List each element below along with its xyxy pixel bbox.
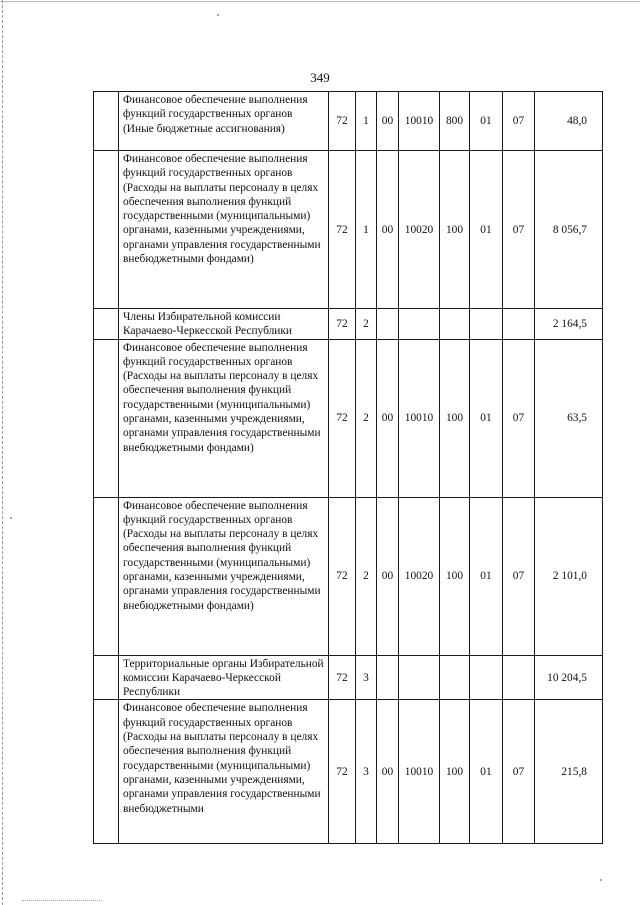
amount-cell: 2 164,5 [535, 309, 603, 340]
index-cell [94, 655, 119, 700]
section-cell: 01 [470, 497, 503, 655]
table-row [94, 309, 603, 340]
table-row [94, 92, 603, 151]
program-code-cell: 2 [356, 339, 377, 497]
section-cell: 01 [470, 92, 503, 151]
amount-cell: 8 056,7 [535, 151, 603, 309]
expense-type-cell: 100 [440, 700, 470, 844]
expense-type-cell: 100 [440, 151, 470, 309]
ministry-code-cell: 72 [329, 700, 356, 844]
program-code-cell: 3 [356, 700, 377, 844]
program-code-cell: 3 [356, 655, 377, 700]
expense-type-cell: 100 [440, 497, 470, 655]
expense-type-cell [440, 655, 470, 700]
item-name-cell: Финансовое обеспечение выполнения функций государственных органов (Расходы на выплаты персоналу в целях обеспечения выполнения функций государственными (муниципальными) органами, казенными учреждениями, органами управления государственными внебюджетными фондами) [119, 497, 329, 655]
index-cell [94, 309, 119, 340]
subsection-cell: 07 [503, 92, 535, 151]
table-row [94, 700, 603, 844]
ministry-code-cell: 72 [329, 497, 356, 655]
expense-type-cell [440, 309, 470, 340]
page-edge-top [0, 1, 640, 2]
table-row [94, 655, 603, 700]
item-name-cell: Финансовое обеспечение выполнения функций государственных органов (Расходы на выплаты персоналу в целях обеспечения выполнения функций государственными (муниципальными) органами, казенными учреждениями, органами управления государственными внебюджетными фондами) [119, 339, 329, 497]
amount-cell: 63,5 [535, 339, 603, 497]
subprogram-code-cell: 00 [377, 497, 399, 655]
item-name-cell: Финансовое обеспечение выполнения функций государственных органов (Расходы на выплаты персоналу в целях обеспечения выполнения функций государственными (муниципальными) органами, казенными учреждениями, органами управления государственными внебюджетными [119, 700, 329, 844]
subprogram-code-cell: 00 [377, 339, 399, 497]
subprogram-code-cell: 00 [377, 92, 399, 151]
amount-cell: 2 101,0 [535, 497, 603, 655]
direction-code-cell: 10020 [399, 151, 440, 309]
program-code-cell: 1 [356, 92, 377, 151]
index-cell [94, 497, 119, 655]
subsection-cell: 07 [503, 151, 535, 309]
scan-speck [10, 517, 12, 519]
page-edge-left [2, 0, 3, 905]
subsection-cell: 07 [503, 700, 535, 844]
direction-code-cell: 10010 [399, 339, 440, 497]
budget-table [93, 91, 603, 844]
index-cell [94, 339, 119, 497]
amount-cell: 215,8 [535, 700, 603, 844]
program-code-cell: 2 [356, 497, 377, 655]
program-code-cell: 1 [356, 151, 377, 309]
index-cell [94, 700, 119, 844]
item-name-cell: Финансовое обеспечение выполнения функций государственных органов (Иные бюджетные ассигнования) [119, 92, 329, 151]
ministry-code-cell: 72 [329, 309, 356, 340]
subsection-cell [503, 309, 535, 340]
table-row [94, 497, 603, 655]
ministry-code-cell: 72 [329, 339, 356, 497]
direction-code-cell: 10010 [399, 92, 440, 151]
ministry-code-cell: 72 [329, 655, 356, 700]
page-number: 349 [310, 70, 330, 85]
direction-code-cell [399, 655, 440, 700]
section-cell: 01 [470, 151, 503, 309]
subsection-cell [503, 655, 535, 700]
item-name-cell: Финансовое обеспечение выполнения функций государственных органов (Расходы на выплаты персоналу в целях обеспечения выполнения функций государственными (муниципальными) органами, казенными учреждениями, органами управления государственными внебюджетными фондами) [119, 151, 329, 309]
direction-code-cell: 10020 [399, 497, 440, 655]
subprogram-code-cell [377, 309, 399, 340]
subsection-cell: 07 [503, 339, 535, 497]
subprogram-code-cell: 00 [377, 700, 399, 844]
section-cell: 01 [470, 339, 503, 497]
subprogram-code-cell: 00 [377, 151, 399, 309]
item-name-cell: Члены Избирательной комиссии Карачаево-Черкесской Республики [119, 309, 329, 340]
table-row [94, 151, 603, 309]
scan-speck [600, 879, 602, 881]
item-name-cell: Территориальные органы Избирательной комиссии Карачаево-Черкесской Республики [119, 655, 329, 700]
scan-speck [217, 14, 219, 16]
index-cell [94, 92, 119, 151]
scan-edge-mark [22, 900, 102, 901]
ministry-code-cell: 72 [329, 151, 356, 309]
expense-type-cell: 100 [440, 339, 470, 497]
index-cell [94, 151, 119, 309]
expense-type-cell: 800 [440, 92, 470, 151]
ministry-code-cell: 72 [329, 92, 356, 151]
section-cell [470, 309, 503, 340]
program-code-cell: 2 [356, 309, 377, 340]
subprogram-code-cell [377, 655, 399, 700]
section-cell: 01 [470, 700, 503, 844]
direction-code-cell [399, 309, 440, 340]
amount-cell: 48,0 [535, 92, 603, 151]
section-cell [470, 655, 503, 700]
direction-code-cell: 10010 [399, 700, 440, 844]
subsection-cell: 07 [503, 497, 535, 655]
amount-cell: 10 204,5 [535, 655, 603, 700]
table-row [94, 339, 603, 497]
